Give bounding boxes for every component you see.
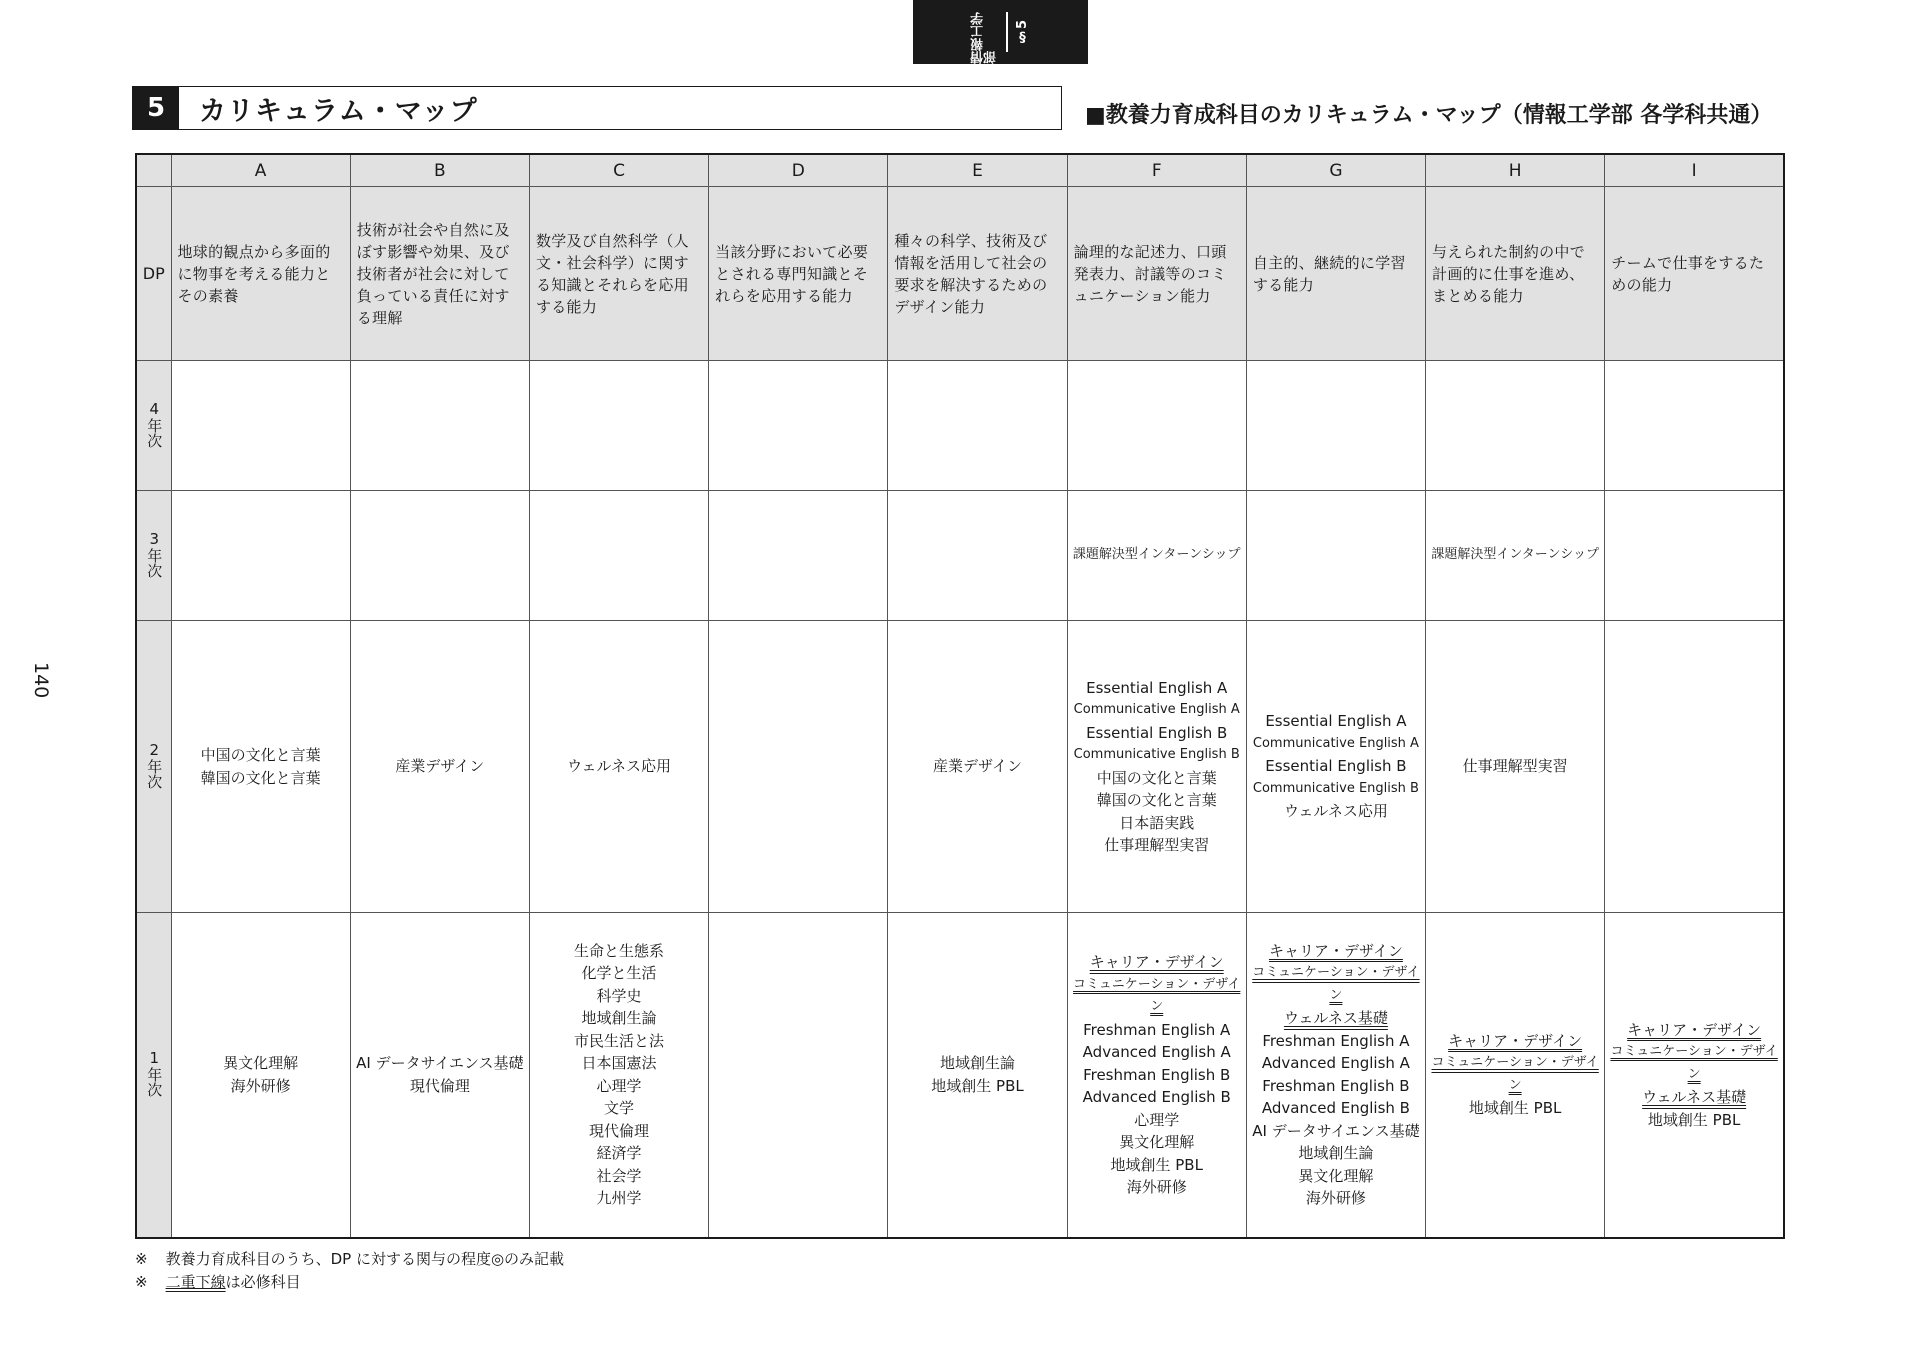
year-label [136,913,171,1238]
course-item [1605,1109,1783,1132]
course-cell [709,621,888,913]
course-item [888,755,1066,778]
dp-description-g: 自主的、継続的に学習する能力 [1246,187,1425,361]
course-name: 現代倫理 [589,1121,650,1140]
notes [135,1248,564,1294]
course-item [1247,733,1425,756]
course-cell [1067,621,1246,913]
course-item [530,940,708,963]
course-item [1247,1187,1425,1210]
required-course [1605,1019,1783,1042]
dp-letter-h: H [1426,154,1605,187]
course-cell [1067,913,1246,1238]
course-item [1068,1064,1246,1087]
course-item [351,1075,529,1098]
dp-description-b: 技術が社会や自然に及ぼす影響や効果、及び技術者が社会に対して負っている責任に対する理解 [350,187,529,361]
course-cell [1426,621,1605,913]
course-name: キャリア・デザイン [1089,953,1224,971]
course-name: 海外研修 [1126,1178,1187,1196]
year-label-text: 2年次 [145,740,164,789]
course-cell [1426,913,1605,1238]
section-title: カリキュラム・マップ [199,95,478,127]
course-item [530,1142,708,1165]
course-name: 文学 [604,1099,635,1118]
course-name: Essential English B [1265,757,1407,776]
note-2-mark: ※ [135,1273,148,1291]
course-name: コミュニケーション・デザイン [1252,965,1420,1003]
course-item [1068,1086,1246,1109]
course-name: 韓国の文化と言葉 [200,768,321,787]
course-item [530,1097,708,1120]
course-item [1247,1142,1425,1165]
course-name: Freshman English A [1262,1031,1410,1050]
course-name: 化学と生活 [581,964,657,983]
course-item [1068,767,1246,790]
course-name: Freshman English B [1083,1065,1231,1084]
course-name: 地域創生 PBL [1647,1110,1741,1129]
course-name: Communicative English A [1073,702,1240,717]
course-name: 地域創生論 [581,1009,657,1028]
course-name: 地域創生 PBL [1468,1099,1562,1118]
required-course [1247,940,1425,963]
course-cell [350,361,529,491]
course-item [1426,755,1604,778]
course-name: 課題解決型インターンシップ [1072,547,1241,563]
year-label-text: 4年次 [145,399,164,448]
course-name: ウェルネス基礎 [1283,1009,1388,1028]
dp-letter-b: B [350,154,529,187]
dp-description-f: 論理的な記述力、口頭発表力、討議等のコミュニケーション能力 [1067,187,1246,361]
course-name: 産業デザイン [395,757,485,776]
section-tab [913,0,1088,64]
note-1 [135,1248,564,1271]
course-item [530,755,708,778]
course-name: 現代倫理 [409,1076,470,1095]
course-name: 中国の文化と言葉 [1096,768,1217,787]
course-name: 九州学 [596,1189,642,1208]
dp-letter-i: I [1605,154,1784,187]
course-item [1247,710,1425,733]
note-2 [135,1271,564,1294]
course-item [172,744,350,767]
course-item [530,1075,708,1098]
course-name: Advanced English A [1261,1054,1410,1073]
course-name: コミュニケーション・デザイン [1073,976,1241,1014]
course-item [1247,755,1425,778]
course-item [351,1052,529,1075]
course-cell [1246,361,1425,491]
course-item [172,767,350,790]
dp-label: DP [136,187,171,361]
course-name: コミュニケーション・デザイン [1610,1044,1778,1082]
course-name: 地域創生 PBL [931,1076,1024,1095]
course-name: 異文化理解 [223,1054,299,1073]
course-name: 異文化理解 [1298,1166,1374,1185]
dp-letter-e: E [888,154,1067,187]
course-cell [171,361,350,491]
course-name: 地域創生論 [1298,1144,1374,1163]
course-name: 日本国憲法 [581,1054,657,1073]
course-cell [350,491,529,621]
course-cell [888,361,1067,491]
dp-description-h: 与えられた制約の中で計画的に仕事を進め、まとめる能力 [1426,187,1605,361]
course-item [1068,744,1246,767]
course-name: Essential English A [1265,712,1407,731]
year-row [136,491,1784,621]
course-item [1068,699,1246,722]
course-cell [350,621,529,913]
course-name: Advanced English B [1261,1099,1410,1118]
course-item [1068,1176,1246,1199]
course-item [1426,544,1604,567]
course-item [1247,778,1425,801]
course-item [530,1165,708,1188]
dp-description-d: 当該分野において必要とされる専門知識とそれらを応用する能力 [709,187,888,361]
course-name: 海外研修 [1305,1189,1366,1208]
course-name: ウェルネス基礎 [1642,1088,1747,1106]
course-name: Advanced English A [1082,1043,1231,1061]
course-name: 生命と生態系 [574,941,665,960]
dp-description-i: チームで仕事をするための能力 [1605,187,1784,361]
required-course [1247,962,1425,1007]
note-1-mark: ※ [135,1250,148,1268]
required-course [1605,1041,1783,1086]
course-name: Advanced English B [1082,1088,1231,1106]
course-name: Freshman English A [1083,1020,1231,1039]
course-name: 日本語実践 [1119,813,1195,832]
dp-letter-a: A [171,154,350,187]
course-cell [171,913,350,1238]
course-cell [709,913,888,1238]
required-course [1605,1086,1783,1109]
page-subtitle: ■教養力育成科目のカリキュラム・マップ（情報工学部 各学科共通） [1085,103,1773,128]
course-item [1247,800,1425,823]
course-item [1068,1041,1246,1064]
course-item [1068,544,1246,567]
course-name: コミュニケーション・デザイン [1431,1055,1599,1093]
course-cell [888,621,1067,913]
course-item [888,1052,1066,1075]
course-item [530,1052,708,1075]
course-item [888,1075,1066,1098]
course-item [172,1075,350,1098]
course-item [1068,1019,1246,1042]
course-item [1068,812,1246,835]
course-name: ウェルネス応用 [1283,802,1388,821]
required-course [1068,951,1246,974]
course-item [1068,722,1246,745]
course-name: Communicative English B [1073,747,1240,762]
course-item [1068,677,1246,700]
course-name: 異文化理解 [1119,1133,1195,1151]
course-item [1247,1120,1425,1143]
course-item [1247,1075,1425,1098]
course-name: キャリア・デザイン [1627,1020,1762,1039]
course-name: 産業デザイン [933,757,1022,776]
course-item [530,1187,708,1210]
course-item [1247,1030,1425,1053]
dp-letter-f: F [1067,154,1246,187]
year-row [136,361,1784,491]
course-cell [1246,621,1425,913]
course-cell [1426,491,1605,621]
section-header [132,86,1062,130]
course-cell [1067,491,1246,621]
course-cell [529,621,708,913]
course-item [1247,1165,1425,1188]
course-name: Communicative English A [1252,735,1419,751]
page-number-text: 140 [30,662,52,699]
year-label [136,621,171,913]
course-item [172,1052,350,1075]
course-item [1068,1109,1246,1132]
course-name: 市民生活と法 [574,1031,665,1050]
course-name: 中国の文化と言葉 [200,746,321,764]
course-name: 仕事理解型実習 [1462,757,1568,776]
course-item [1247,1052,1425,1075]
course-cell [1246,491,1425,621]
course-cell [888,491,1067,621]
course-name: 課題解決型インターンシップ [1431,547,1599,563]
dp-description-a: 地球的観点から多面的に物事を考える能力とその素養 [171,187,350,361]
course-name: ウェルネス応用 [567,757,672,776]
course-cell [888,913,1067,1238]
course-name: キャリア・デザイン [1448,1031,1583,1050]
course-name: 海外研修 [230,1076,291,1095]
course-name: 地域創生 PBL [1110,1155,1203,1174]
course-cell [709,361,888,491]
year-label [136,491,171,621]
course-cell [1246,913,1425,1238]
dp-description-e: 種々の科学、技術及び情報を活用して社会の要求を解決するためのデザイン能力 [888,187,1067,361]
dp-letter-d: D [709,154,888,187]
year-row [136,621,1784,913]
course-cell [529,491,708,621]
course-item [1068,1131,1246,1154]
note-1-text: 教養力育成科目のうち、DP に対する関与の程度◎のみ記載 [165,1250,565,1268]
course-cell [529,361,708,491]
course-item [1068,1154,1246,1177]
course-item [1247,1097,1425,1120]
course-name: Freshman English B [1262,1076,1410,1095]
course-name: Communicative English B [1252,780,1419,796]
year-row [136,913,1784,1238]
course-name: 経済学 [596,1144,642,1163]
required-course [1426,1030,1604,1053]
course-item [530,1007,708,1030]
course-name: 科学史 [596,986,642,1005]
tab-faculty: 情報工学部 [971,12,999,64]
course-cell [171,621,350,913]
tab-section: §5 [1015,19,1030,45]
course-item [530,1030,708,1053]
course-cell [1426,361,1605,491]
course-item [1068,834,1246,857]
course-cell [1605,361,1784,491]
year-label-text: 1年次 [145,1048,164,1097]
course-name: Essential English A [1086,678,1228,697]
note-2-underlined: 二重下線 [165,1273,226,1291]
course-name: 社会学 [596,1166,642,1185]
course-name: AI データサイエンス基礎 [356,1054,524,1073]
course-cell [171,491,350,621]
course-name: AI データサイエンス基礎 [1252,1121,1420,1140]
tab-separator [1006,12,1008,52]
course-name: Essential English B [1086,723,1228,742]
year-label [136,361,171,491]
course-name: 地域創生論 [939,1054,1015,1073]
note-2-text: は必修科目 [225,1273,301,1291]
course-item [1068,789,1246,812]
course-cell [529,913,708,1238]
year-label-text: 3年次 [145,529,164,578]
letter-row [136,154,1784,187]
course-name: 韓国の文化と言葉 [1096,791,1217,809]
course-cell [709,491,888,621]
dp-letter-g: G [1246,154,1425,187]
course-name: 仕事理解型実習 [1104,836,1210,854]
dp-letter-c: C [529,154,708,187]
required-course [1426,1052,1604,1097]
course-item [351,755,529,778]
course-cell [350,913,529,1238]
course-item [1426,1097,1604,1120]
course-cell [1605,913,1784,1238]
required-course [1068,974,1246,1019]
course-name: キャリア・デザイン [1268,941,1403,960]
dp-description-row [136,187,1784,361]
curriculum-map-table [135,153,1785,1239]
section-number: 5 [133,87,179,129]
course-cell [1067,361,1246,491]
corner-cell [136,154,171,187]
course-item [530,985,708,1008]
course-cell [1605,491,1784,621]
course-name: 心理学 [596,1076,642,1095]
page-number [30,662,54,722]
dp-description-c: 数学及び自然科学（人文・社会科学）に関する知識とそれらを応用する能力 [529,187,708,361]
course-item [530,1120,708,1143]
course-cell [1605,621,1784,913]
course-item [530,962,708,985]
course-name: 心理学 [1134,1110,1180,1129]
required-course [1247,1007,1425,1030]
